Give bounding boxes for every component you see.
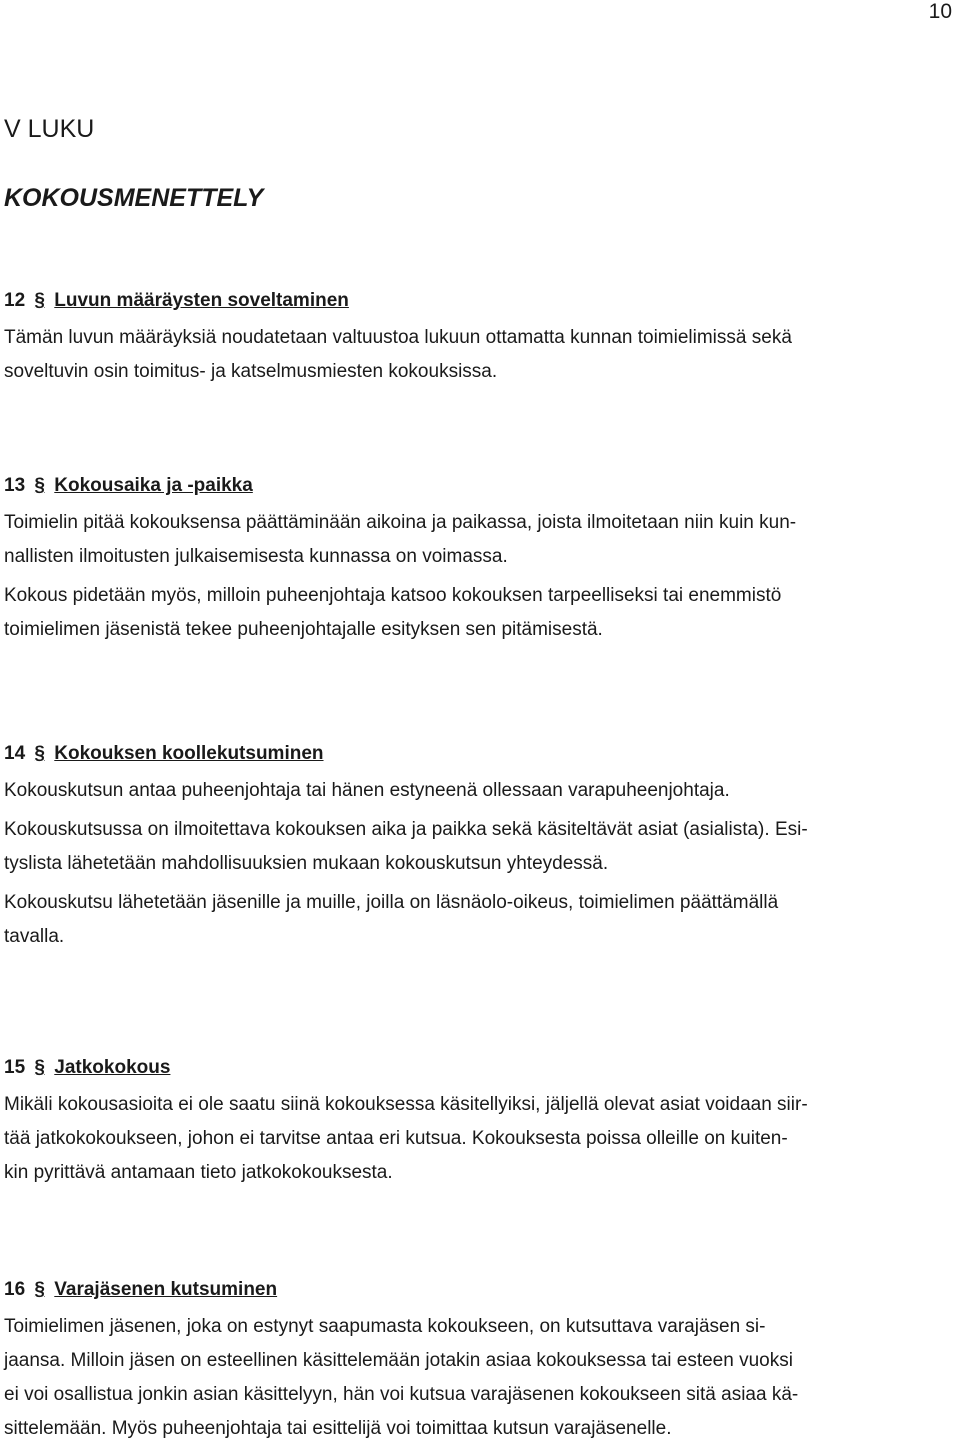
chapter-title: V LUKU bbox=[4, 115, 95, 143]
section-paragraph: Kokouskutsussa on ilmoitettava kokouksen aika ja paikka sekä käsiteltävät asiat (asialista). Esi- tyslista lähetetään mahdollisuuksien mukaan kokouskutsun yhteydessä. bbox=[4, 819, 808, 874]
section-number: 12 bbox=[4, 290, 26, 311]
section-title: Jatkokokous bbox=[54, 1057, 171, 1078]
section-15 bbox=[4, 1055, 954, 1195]
section-sign-icon: § bbox=[34, 743, 45, 764]
section-12 bbox=[4, 288, 954, 394]
section-heading bbox=[4, 1277, 954, 1303]
section-title: Kokouksen koollekutsuminen bbox=[54, 743, 324, 764]
section-paragraph: Kokous pidetään myös, milloin puheenjohtaja katsoo kokouksen tarpeelliseksi tai enemmistö toimielimen jäsenistä tekee puheenjohtajalle esityksen sen pitämisestä. bbox=[4, 585, 782, 640]
section-title: Luvun määräysten soveltaminen bbox=[54, 290, 349, 311]
section-sign-icon: § bbox=[34, 1279, 45, 1300]
section-number: 16 bbox=[4, 1279, 26, 1300]
section-paragraph: Kokouskutsun antaa puheenjohtaja tai hänen estyneenä ollessaan varapuheenjohtaja. bbox=[4, 780, 730, 801]
section-heading bbox=[4, 473, 954, 499]
section-heading bbox=[4, 741, 954, 767]
section-14 bbox=[4, 741, 954, 959]
section-paragraph: Toimielin pitää kokouksensa päättäminään aikoina ja paikassa, joista ilmoitetaan niin kuin kun- nallisten ilmoitusten julkaisemisesta kunnassa on voimassa. bbox=[4, 512, 797, 567]
section-paragraph: Tämän luvun määräyksiä noudatetaan valtuustoa lukuun ottamatta kunnan toimielimissä sekä soveltuvin osin toimitus- ja katselmusmiesten kokouksissa. bbox=[4, 327, 792, 382]
section-heading bbox=[4, 288, 954, 314]
section-paragraph: Kokouskutsu lähetetään jäsenille ja muille, joilla on läsnäolo-oikeus, toimielimen päättämällä tavalla. bbox=[4, 892, 779, 947]
section-title: Kokousaika ja -paikka bbox=[54, 475, 253, 496]
section-heading bbox=[4, 1055, 954, 1081]
section-number: 15 bbox=[4, 1057, 26, 1078]
section-paragraph: Toimielimen jäsenen, joka on estynyt saapumasta kokoukseen, on kutsuttava varajäsen si- jaansa. Milloin jäsen on esteellinen käsittelemään jotakin asiaa kokouksessa tai esteen vuoksi ei voi osallistua jonkin asian käsittelyyn, hän voi kutsua varajäsenen kokoukseen sitä asiaa kä- sittelemään. Myös puheenjohtaja tai esittelijä voi toimittaa kutsun varajäsenelle. bbox=[4, 1316, 799, 1439]
section-title: Varajäsenen kutsuminen bbox=[54, 1279, 278, 1300]
section-sign-icon: § bbox=[34, 475, 45, 496]
section-sign-icon: § bbox=[34, 290, 45, 311]
section-number: 13 bbox=[4, 475, 26, 496]
section-sign-icon: § bbox=[34, 1057, 45, 1078]
section-number: 14 bbox=[4, 743, 26, 764]
page-number: 10 bbox=[928, 0, 952, 23]
section-16 bbox=[4, 1277, 954, 1451]
section-paragraph: Mikäli kokousasioita ei ole saatu siinä kokouksessa käsitellyiksi, jäljellä olevat asiat voidaan siir- tää jatkokokoukseen, johon ei tarvitse antaa eri kutsua. Kokouksesta poissa olleille on kuiten- kin pyrittävä antamaan tieto jatkokokouksesta. bbox=[4, 1094, 808, 1183]
chapter-subtitle: KOKOUSMENETTELY bbox=[4, 184, 264, 212]
section-13 bbox=[4, 473, 954, 652]
